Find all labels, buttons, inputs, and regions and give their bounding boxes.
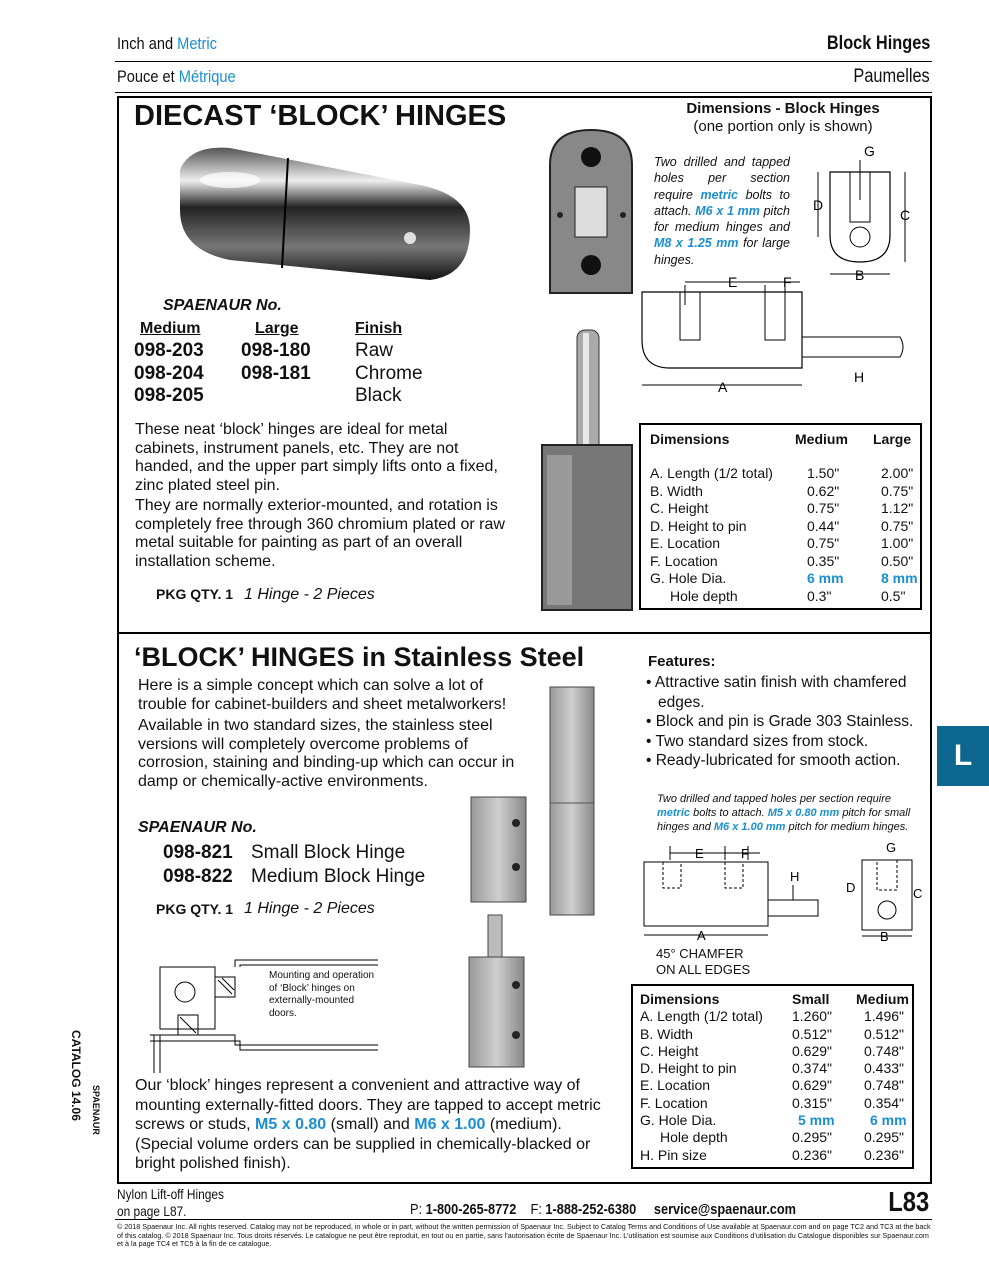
brand-side-text: SPAENAUR: [91, 1085, 101, 1135]
dims-diagram-subtitle: (one portion only is shown): [693, 118, 873, 135]
ss-dims-label: Hole depth: [660, 1129, 728, 1146]
note-text: pitch for small hinges and: [657, 807, 911, 833]
dims-label: F. Location: [650, 552, 718, 569]
part-row: [134, 363, 423, 386]
chamfer-note: [656, 946, 750, 978]
legal-notice: © 2018 Spaenaur Inc. All rights reserved. Catalog may not be reproduced, in whole or in part, without the written permission of Spaenaur Inc. Subject to Catalog Terms and Conditions of Use available at Spaenaur.com and on page TC2 and TC3 at the back of this catalog. © 2018 Spaenaur Inc. Tous droits réservés. Le catalogue ne peut être reproduit, en tout ou en partie, sans l’autorisation écrite de Spaenaur Inc. L’utilisation est soumise aux Conditions d’utilisation du Catalogue disponibles sur Spaenaur.com et à la page TC4 et TC5 à la fin de ce catalogue.: [117, 1222, 931, 1248]
dims-header-large: Large: [873, 431, 912, 447]
ss-dims-label: C. Height: [640, 1042, 699, 1059]
dims-row: [650, 588, 918, 606]
dims-label: C. Height: [650, 500, 709, 516]
footer-cross-ref-line2: on page L87.: [117, 1203, 187, 1219]
dim-label-a: A: [718, 379, 728, 395]
dims-label: G. Hole Dia.: [650, 570, 727, 586]
note-text: for large hinges.: [654, 236, 790, 267]
stainless-description: Available in two standard sizes, the stainless steel versions will completely overcome problems of corrosion, staining and binding-up which can occur in damp or chemically-active environments.: [138, 717, 515, 790]
ss-dims-label: F. Location: [640, 1094, 708, 1111]
dim-label-h: H: [854, 369, 865, 385]
dims-row: [650, 518, 918, 536]
ss-dims-header-row: [640, 991, 909, 1008]
stainless-pkg-label: PKG QTY. 1: [156, 901, 234, 917]
part-large: 098-180: [241, 340, 311, 361]
usage-text: (small) and: [330, 1116, 410, 1133]
ss-dims-row: [640, 1060, 909, 1077]
header-pouce-text: Pouce et: [117, 67, 179, 86]
ss-dims-medium: 0.354": [864, 1094, 905, 1111]
ss-dims-header-dim: Dimensions: [640, 991, 720, 1007]
footer-cross-ref[interactable]: [117, 1186, 224, 1220]
dim-label-e: E: [728, 274, 738, 290]
footer-rule: [115, 1219, 932, 1220]
note-m5: M5 x 0.80 mm: [767, 807, 840, 819]
dims-medium: 0.75": [807, 535, 840, 551]
feature-text: Attractive satin finish with chamfered edges.: [654, 674, 907, 711]
ss-dim-label-b: B: [880, 929, 889, 944]
usage-m6: M6 x 1.00: [414, 1116, 486, 1133]
section-tab-l[interactable]: L: [937, 726, 989, 786]
note-text: bolts to attach.: [693, 807, 765, 819]
part-medium: 098-204: [134, 362, 204, 384]
header-rule: [115, 61, 932, 62]
ss-dims-row: [640, 1077, 909, 1094]
dims-label: D. Height to pin: [650, 517, 747, 534]
section-title-stainless: ‘BLOCK’ HINGES in Stainless Steel: [134, 642, 585, 672]
note-m6: M6 x 1.00 mm: [713, 821, 786, 833]
dims-row: [650, 465, 918, 483]
note-text: pitch for medium hinges.: [788, 821, 909, 833]
header-rule-2: [115, 92, 932, 93]
dims-row: [650, 570, 918, 588]
ss-dims-medium: 6 mm: [870, 1112, 907, 1129]
ss-dims-label: H. Pin size: [640, 1146, 707, 1163]
stainless-parts-list: [163, 841, 425, 889]
feature-item: • Attractive satin finish with chamfered edges.: [646, 674, 907, 711]
feature-text: Block and pin is Grade 303 Stainless.: [655, 713, 914, 730]
col-large-header: Large: [255, 320, 299, 337]
ss-dims-label: D. Height to pin: [640, 1060, 737, 1077]
part-medium: 098-203: [134, 340, 204, 361]
ss-dims-small: 0.295": [792, 1129, 833, 1146]
ss-dims-row: [640, 1129, 909, 1146]
dims-large: 0.75": [881, 482, 914, 499]
part-large: 098-181: [241, 362, 311, 384]
stainless-part-no: 098-821: [163, 842, 233, 863]
feature-item: • Two standard sizes from stock.: [646, 732, 869, 750]
fax-number[interactable]: 1-888-252-6380: [545, 1201, 637, 1218]
part-finish: Chrome: [355, 362, 423, 384]
dim-label-f: F: [783, 274, 792, 290]
dim-label-g: G: [864, 143, 875, 159]
note-text: Two drilled and tapped holes per section require: [654, 155, 790, 202]
part-finish: Raw: [355, 340, 394, 361]
part-row: [134, 385, 423, 408]
ss-dims-medium: 0.433": [864, 1060, 905, 1077]
ss-dim-label-f: F: [741, 846, 749, 861]
header-metrique-text: Métrique: [178, 67, 236, 86]
header-left-en: [117, 34, 217, 54]
ss-dims-label: E. Location: [640, 1077, 711, 1094]
usage-text: Our ‘block’ hinges represent a convenient and attractive way of mounting externally-fitted doors. They are tapped to accept metric screws or studs,: [135, 1077, 601, 1133]
catalog-version: CATALOG 14.06: [69, 1030, 83, 1121]
stainless-part-row: [163, 841, 425, 865]
dims-medium: 0.3": [807, 587, 832, 604]
ss-dims-header-small: Small: [792, 991, 830, 1007]
dims-medium: 0.62": [807, 482, 840, 499]
diecast-description-1: These neat ‘block’ hinges are ideal for metal cabinets, instrument panels, etc. They are not handed, and the upper part simply lifts onto a fixed, zinc plated steel pin.: [135, 421, 498, 494]
note-text: bolts to attach.: [654, 187, 790, 218]
phone-number[interactable]: 1-800-265-8772: [425, 1201, 517, 1218]
ss-dims-row: [640, 1008, 909, 1025]
dims-large: 0.75": [881, 517, 914, 534]
section-title-diecast: DIECAST ‘BLOCK’ HINGES: [134, 100, 507, 132]
note-metric: metric: [700, 187, 739, 202]
dims-row: [650, 500, 918, 518]
ss-dims-medium: 0.748": [864, 1042, 905, 1059]
stainless-intro: Here is a simple concept which can solve a lot of trouble for cabinet-builders and sheet metalworkers!: [138, 677, 507, 713]
dims-large: 1.12": [881, 500, 914, 516]
diecast-dimension-drawing: [630, 140, 930, 400]
dims-label: A. Length (1/2 total): [650, 465, 773, 481]
dims-large: 2.00": [881, 465, 914, 481]
features-list: [646, 673, 931, 771]
stainless-usage-paragraph: [135, 1076, 615, 1174]
feature-item: • Ready-lubricated for smooth action.: [646, 752, 901, 769]
stainless-part-desc: Medium Block Hinge: [251, 866, 426, 887]
header-category-title-fr: Paumelles: [853, 66, 930, 87]
ss-dims-small: 0.374": [792, 1060, 833, 1077]
spaenaur-no-label: SPAENAUR No.: [163, 297, 282, 314]
dims-medium: 0.75": [807, 500, 840, 516]
note-metric: metric: [657, 807, 691, 819]
feature-item: • Block and pin is Grade 303 Stainless.: [646, 713, 914, 730]
note-text: Two drilled and tapped holes per section require: [657, 793, 891, 805]
dims-medium: 1.50": [807, 465, 840, 481]
ss-dims-row: [640, 1147, 909, 1164]
ss-dims-row: [640, 1095, 909, 1112]
dims-label: E. Location: [650, 535, 721, 551]
dims-large: 1.00": [881, 535, 914, 551]
ss-dims-small: 0.236": [792, 1146, 833, 1163]
stainless-dimension-drawing: [630, 838, 930, 958]
diecast-hinge-photo: [170, 140, 480, 290]
features-title: Features:: [648, 653, 716, 670]
note-m6: M6 x 1 mm: [695, 203, 760, 218]
ss-dims-small: 0.629": [792, 1042, 833, 1059]
chamfer-line-2: ON ALL EDGES: [656, 962, 751, 977]
ss-dim-label-g: G: [886, 840, 897, 855]
ss-dims-row: [640, 1043, 909, 1060]
dims-label: B. Width: [650, 482, 703, 499]
dims-large: 8 mm: [881, 570, 918, 586]
feature-text: Ready-lubricated for smooth action.: [655, 752, 901, 769]
ss-dims-small: 0.315": [792, 1094, 833, 1111]
stainless-part-desc: Small Block Hinge: [251, 842, 406, 863]
stainless-hinge-photos: [466, 685, 596, 1070]
ss-dims-header-medium: Medium: [856, 991, 909, 1007]
ss-dims-label: B. Width: [640, 1025, 693, 1042]
dims-label: Hole depth: [670, 587, 738, 604]
ss-dims-table: [640, 991, 909, 1164]
dims-table: [650, 431, 918, 605]
header-left-fr: [117, 67, 236, 87]
dims-row: [650, 535, 918, 553]
ss-dims-row: [640, 1026, 909, 1043]
header-category-title: Block Hinges: [826, 33, 930, 54]
part-large: [241, 385, 355, 408]
dims-medium: 6 mm: [807, 570, 844, 586]
ss-dims-row: [640, 1112, 909, 1129]
dims-medium: 0.44": [807, 517, 840, 534]
dims-row: [650, 553, 918, 571]
dim-label-d: D: [813, 197, 824, 213]
diecast-parts-list: [134, 340, 423, 408]
pkg-qty-value: 1 Hinge - 2 Pieces: [244, 586, 375, 603]
diecast-description-2: They are normally exterior-mounted, and rotation is completely free through 360 chromium plated or raw metal suitable for painting as part of an overall installation scheme.: [135, 497, 505, 570]
dims-header-row: [650, 431, 918, 465]
dims-large: 0.50": [881, 552, 914, 569]
stainless-spaenaur-label: SPAENAUR No.: [138, 819, 257, 836]
dims-large: 0.5": [881, 587, 906, 604]
ss-dims-medium: 0.748": [864, 1077, 905, 1094]
ss-dims-medium: 0.236": [864, 1146, 905, 1163]
mounting-note: Mounting and operation of ‘Block’ hinges on externally-mounted doors.: [269, 970, 375, 1019]
dims-diagram-title: Dimensions - Block Hinges: [686, 100, 880, 117]
part-finish: Black: [355, 385, 402, 406]
pkg-qty-label: PKG QTY. 1: [156, 586, 234, 602]
dims-header-dim: Dimensions: [650, 431, 730, 447]
part-row: [134, 340, 423, 363]
dim-label-b: B: [855, 267, 865, 283]
ss-dims-medium: 0.512": [864, 1025, 905, 1042]
ss-dim-label-c: C: [913, 886, 923, 901]
ss-dim-label-a: A: [697, 928, 706, 943]
hinge-leaf-photo: [545, 125, 637, 297]
page-number: L83: [887, 1186, 929, 1217]
ss-dim-label-h: H: [790, 869, 800, 884]
note-text: pitch for medium hinges and: [654, 203, 790, 235]
header-inch-text: Inch and: [117, 34, 178, 53]
ss-dims-small: 0.512": [792, 1025, 833, 1042]
ss-dims-label: G. Hole Dia.: [640, 1112, 717, 1129]
feature-text: Two standard sizes from stock.: [655, 732, 869, 750]
stainless-metric-note: [657, 792, 927, 834]
hinge-pin-photo: [537, 325, 637, 615]
footer-cross-ref-line1: Nylon Lift-off Hinges: [117, 1186, 224, 1202]
part-medium: 098-205: [134, 385, 204, 406]
dim-label-c: C: [900, 207, 911, 223]
header-metric-text: Metric: [177, 34, 217, 53]
dims-header-medium: Medium: [795, 431, 848, 447]
stainless-dimensions-table: [631, 984, 914, 1169]
dims-medium: 0.35": [807, 552, 840, 569]
diecast-dimensions-table: [639, 423, 922, 610]
note-m8: M8 x 1.25 mm: [654, 236, 739, 251]
stainless-part-no: 098-822: [163, 866, 233, 887]
ss-dims-medium: 0.295": [864, 1129, 905, 1146]
ss-dims-small: 1.260": [792, 1008, 833, 1025]
usage-m5: M5 x 0.80: [255, 1116, 327, 1133]
email-link[interactable]: service@spaenaur.com: [653, 1201, 797, 1218]
ss-dims-label: A. Length (1/2 total): [640, 1008, 763, 1025]
fax-label: F:: [530, 1201, 542, 1218]
ss-dim-label-d: D: [846, 880, 856, 895]
ss-dims-small: 5 mm: [798, 1112, 835, 1129]
usage-text: (medium). (Special volume orders can be supplied in chemically-blacked or bright polished finish).: [135, 1116, 591, 1172]
footer-contact: [410, 1201, 796, 1218]
chamfer-line-1: 45° CHAMFER: [656, 946, 744, 961]
stainless-pkg-value: 1 Hinge - 2 Pieces: [244, 900, 375, 917]
ss-dims-medium: 1.496": [864, 1008, 905, 1025]
phone-label: P:: [410, 1201, 423, 1218]
col-medium-header: Medium: [140, 320, 201, 337]
stainless-part-row: [163, 865, 425, 889]
ss-dims-small: 0.629": [792, 1077, 833, 1094]
ss-dim-label-e: E: [695, 846, 704, 861]
dims-row: [650, 483, 918, 501]
col-finish-header: Finish: [355, 320, 403, 337]
